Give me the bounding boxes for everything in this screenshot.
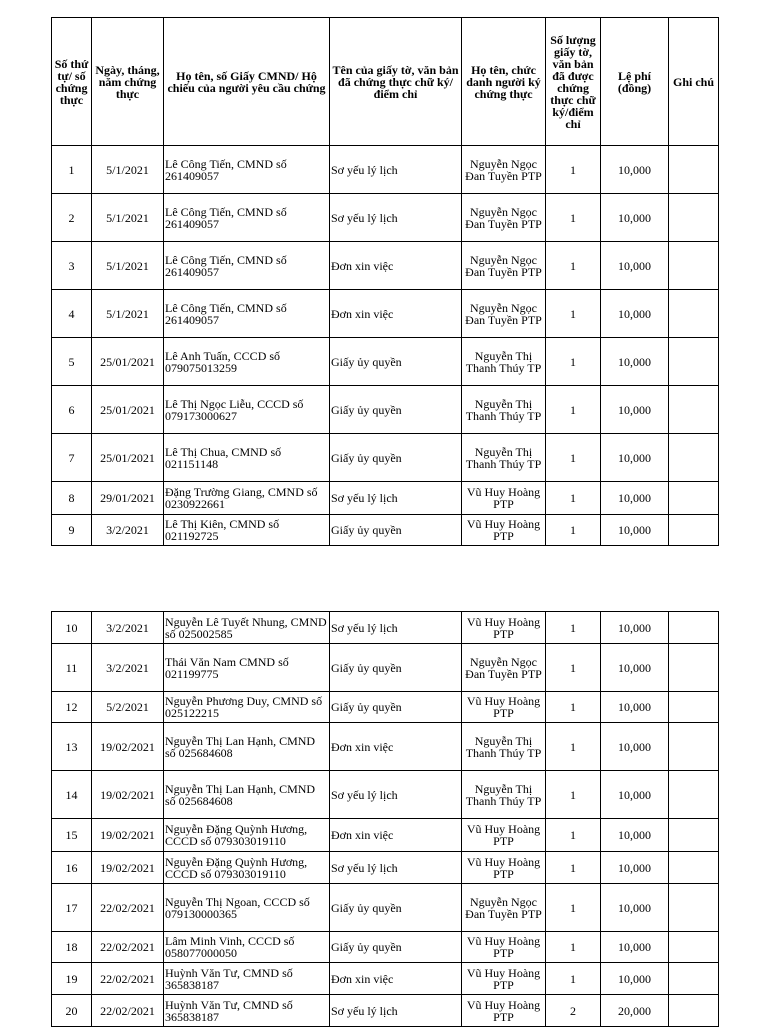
cell-serial-number: 12	[52, 692, 92, 723]
cell-document-name: Đơn xin việc	[330, 963, 462, 995]
table-row	[52, 723, 719, 771]
cell-date: 22/02/2021	[92, 963, 164, 995]
cell-fee: 10,000	[601, 515, 669, 546]
cell-document-name: Đơn xin việc	[330, 723, 462, 771]
cell-requester: Lê Anh Tuấn, CCCD số 079075013259	[164, 338, 330, 386]
cell-fee: 10,000	[601, 932, 669, 963]
cell-quantity: 1	[546, 771, 601, 819]
table-row	[52, 963, 719, 995]
cell-note	[669, 995, 719, 1027]
cell-quantity: 1	[546, 338, 601, 386]
cell-date: 22/02/2021	[92, 932, 164, 963]
cell-serial-number: 13	[52, 723, 92, 771]
cell-signer: Vũ Huy Hoàng PTP	[462, 932, 546, 963]
cell-note	[669, 771, 719, 819]
cell-signer: Vũ Huy Hoàng PTP	[462, 482, 546, 515]
cell-quantity: 1	[546, 242, 601, 290]
cell-note	[669, 852, 719, 884]
cell-note	[669, 482, 719, 515]
cell-fee: 10,000	[601, 290, 669, 338]
cell-document-name: Giấy ủy quyền	[330, 338, 462, 386]
cell-signer: Nguyễn Ngọc Đan Tuyền PTP	[462, 644, 546, 692]
cell-serial-number: 7	[52, 434, 92, 482]
header-signer: Họ tên, chức danh người ký chứng thực	[462, 18, 546, 146]
cell-note	[669, 242, 719, 290]
cell-date: 5/1/2021	[92, 194, 164, 242]
cell-note	[669, 884, 719, 932]
cell-signer: Nguyễn Ngọc Đan Tuyền PTP	[462, 290, 546, 338]
cell-signer: Nguyễn Ngọc Đan Tuyền PTP	[462, 146, 546, 194]
cell-serial-number: 2	[52, 194, 92, 242]
cell-requester: Nguyễn Lê Tuyết Nhung, CMND số 025002585	[164, 612, 330, 644]
cell-fee: 10,000	[601, 242, 669, 290]
cell-note	[669, 515, 719, 546]
cell-fee: 10,000	[601, 852, 669, 884]
cell-serial-number: 18	[52, 932, 92, 963]
cell-note	[669, 819, 719, 852]
cell-signer: Nguyễn Ngọc Đan Tuyền PTP	[462, 242, 546, 290]
cell-requester: Đặng Trường Giang, CMND số 0230922661	[164, 482, 330, 515]
cell-signer: Vũ Huy Hoàng PTP	[462, 515, 546, 546]
cell-fee: 10,000	[601, 434, 669, 482]
cell-quantity: 1	[546, 482, 601, 515]
cell-date: 3/2/2021	[92, 612, 164, 644]
cell-signer: Vũ Huy Hoàng PTP	[462, 692, 546, 723]
cell-signer: Nguyễn Ngọc Đan Tuyền PTP	[462, 884, 546, 932]
table-row	[52, 612, 719, 644]
cell-quantity: 1	[546, 819, 601, 852]
cell-signer: Nguyễn Ngọc Đan Tuyền PTP	[462, 194, 546, 242]
cell-signer: Nguyễn Thị Thanh Thúy TP	[462, 434, 546, 482]
cell-signer: Nguyễn Thị Thanh Thúy TP	[462, 338, 546, 386]
cell-signer: Vũ Huy Hoàng PTP	[462, 995, 546, 1027]
cell-serial-number: 5	[52, 338, 92, 386]
cell-serial-number: 9	[52, 515, 92, 546]
cell-date: 5/1/2021	[92, 242, 164, 290]
cell-quantity: 1	[546, 612, 601, 644]
table-row	[52, 995, 719, 1027]
cell-requester: Lê Công Tiến, CMND số 261409057	[164, 146, 330, 194]
cell-fee: 10,000	[601, 771, 669, 819]
cell-requester: Lâm Minh Vinh, CCCD số 058077000050	[164, 932, 330, 963]
table-row	[52, 852, 719, 884]
cell-date: 5/1/2021	[92, 146, 164, 194]
table-row	[52, 515, 719, 546]
header-note: Ghi chú	[669, 18, 719, 146]
cell-note	[669, 194, 719, 242]
cell-date: 3/2/2021	[92, 515, 164, 546]
cell-note	[669, 932, 719, 963]
cell-serial-number: 11	[52, 644, 92, 692]
table-body-part-1	[52, 146, 719, 546]
cell-document-name: Sơ yếu lý lịch	[330, 612, 462, 644]
cell-quantity: 1	[546, 852, 601, 884]
cell-date: 25/01/2021	[92, 338, 164, 386]
table-row	[52, 194, 719, 242]
cell-quantity: 1	[546, 932, 601, 963]
cell-serial-number: 1	[52, 146, 92, 194]
header-quantity: Số lượng giấy tờ, văn bản đã được chứng thực chữ ký/điểm chỉ	[546, 18, 601, 146]
cell-fee: 10,000	[601, 338, 669, 386]
table-row	[52, 819, 719, 852]
cell-document-name: Sơ yếu lý lịch	[330, 146, 462, 194]
cell-quantity: 1	[546, 434, 601, 482]
cell-note	[669, 692, 719, 723]
cell-quantity: 1	[546, 884, 601, 932]
cell-quantity: 1	[546, 386, 601, 434]
cell-document-name: Đơn xin việc	[330, 242, 462, 290]
header-date: Ngày, tháng, năm chứng thực	[92, 18, 164, 146]
cell-requester: Lê Thị Chua, CMND số 021151148	[164, 434, 330, 482]
table-row	[52, 692, 719, 723]
cell-quantity: 1	[546, 963, 601, 995]
cell-document-name: Sơ yếu lý lịch	[330, 771, 462, 819]
cell-document-name: Giấy ủy quyền	[330, 884, 462, 932]
cell-note	[669, 386, 719, 434]
cell-requester: Huỳnh Văn Tư, CMND số 365838187	[164, 963, 330, 995]
cell-document-name: Sơ yếu lý lịch	[330, 194, 462, 242]
cell-date: 3/2/2021	[92, 644, 164, 692]
cell-requester: Lê Công Tiến, CMND số 261409057	[164, 242, 330, 290]
cell-signer: Nguyễn Thị Thanh Thúy TP	[462, 723, 546, 771]
cell-fee: 10,000	[601, 612, 669, 644]
cell-quantity: 2	[546, 995, 601, 1027]
cell-document-name: Giấy ủy quyền	[330, 434, 462, 482]
cell-fee: 10,000	[601, 819, 669, 852]
cell-requester: Nguyễn Đặng Quỳnh Hương, CCCD số 079303019110	[164, 852, 330, 884]
cell-note	[669, 723, 719, 771]
cell-serial-number: 14	[52, 771, 92, 819]
cell-serial-number: 3	[52, 242, 92, 290]
cell-date: 22/02/2021	[92, 884, 164, 932]
register-table-part-2	[51, 611, 719, 1027]
cell-signer: Vũ Huy Hoàng PTP	[462, 612, 546, 644]
cell-date: 19/02/2021	[92, 723, 164, 771]
cell-serial-number: 16	[52, 852, 92, 884]
header-fee: Lệ phí (đồng)	[601, 18, 669, 146]
cell-document-name: Sơ yếu lý lịch	[330, 995, 462, 1027]
table-row	[52, 338, 719, 386]
cell-signer: Vũ Huy Hoàng PTP	[462, 819, 546, 852]
cell-date: 5/1/2021	[92, 290, 164, 338]
cell-date: 19/02/2021	[92, 819, 164, 852]
cell-date: 25/01/2021	[92, 386, 164, 434]
cell-date: 25/01/2021	[92, 434, 164, 482]
table-row	[52, 386, 719, 434]
cell-document-name: Giấy ủy quyền	[330, 692, 462, 723]
cell-serial-number: 20	[52, 995, 92, 1027]
cell-date: 29/01/2021	[92, 482, 164, 515]
cell-requester: Nguyễn Thị Ngoan, CCCD số 079130000365	[164, 884, 330, 932]
cell-quantity: 1	[546, 146, 601, 194]
table-row	[52, 290, 719, 338]
cell-document-name: Đơn xin việc	[330, 290, 462, 338]
table-row	[52, 884, 719, 932]
cell-requester: Nguyễn Thị Lan Hạnh, CMND số 025684608	[164, 723, 330, 771]
cell-date: 22/02/2021	[92, 995, 164, 1027]
header-serial-number: Số thứ tự/ số chứng thực	[52, 18, 92, 146]
cell-requester: Nguyễn Phương Duy, CMND số 025122215	[164, 692, 330, 723]
cell-date: 5/2/2021	[92, 692, 164, 723]
table-row	[52, 771, 719, 819]
cell-serial-number: 15	[52, 819, 92, 852]
cell-serial-number: 4	[52, 290, 92, 338]
cell-fee: 10,000	[601, 963, 669, 995]
header-requester: Họ tên, số Giấy CMND/ Hộ chiếu của người yêu cầu chứng	[164, 18, 330, 146]
cell-fee: 10,000	[601, 194, 669, 242]
table-row	[52, 146, 719, 194]
cell-fee: 10,000	[601, 386, 669, 434]
cell-document-name: Giấy ủy quyền	[330, 644, 462, 692]
cell-document-name: Giấy ủy quyền	[330, 386, 462, 434]
register-table-part-1	[51, 17, 719, 546]
cell-note	[669, 612, 719, 644]
table-row	[52, 242, 719, 290]
cell-serial-number: 17	[52, 884, 92, 932]
cell-fee: 10,000	[601, 482, 669, 515]
cell-fee: 10,000	[601, 884, 669, 932]
cell-document-name: Sơ yếu lý lịch	[330, 852, 462, 884]
cell-fee: 20,000	[601, 995, 669, 1027]
cell-note	[669, 146, 719, 194]
cell-serial-number: 19	[52, 963, 92, 995]
cell-serial-number: 6	[52, 386, 92, 434]
header-document-name: Tên của giấy tờ, văn bản đã chứng thực chữ ký/điểm chỉ	[330, 18, 462, 146]
cell-signer: Nguyễn Thị Thanh Thúy TP	[462, 386, 546, 434]
cell-date: 19/02/2021	[92, 852, 164, 884]
table-row	[52, 482, 719, 515]
cell-requester: Lê Thị Ngọc Liễu, CCCD số 079173000627	[164, 386, 330, 434]
cell-date: 19/02/2021	[92, 771, 164, 819]
cell-requester: Nguyễn Thị Lan Hạnh, CMND số 025684608	[164, 771, 330, 819]
cell-note	[669, 963, 719, 995]
cell-note	[669, 338, 719, 386]
cell-document-name: Giấy ủy quyền	[330, 515, 462, 546]
cell-quantity: 1	[546, 290, 601, 338]
table-row	[52, 434, 719, 482]
cell-quantity: 1	[546, 692, 601, 723]
cell-requester: Lê Công Tiến, CMND số 261409057	[164, 194, 330, 242]
cell-fee: 10,000	[601, 644, 669, 692]
cell-requester: Nguyễn Đặng Quỳnh Hương, CCCD số 079303019110	[164, 819, 330, 852]
cell-fee: 10,000	[601, 146, 669, 194]
cell-fee: 10,000	[601, 692, 669, 723]
table-body-part-2	[52, 612, 719, 1027]
cell-quantity: 1	[546, 515, 601, 546]
cell-signer: Vũ Huy Hoàng PTP	[462, 852, 546, 884]
table-header-row	[52, 18, 719, 146]
cell-document-name: Giấy ủy quyền	[330, 932, 462, 963]
cell-quantity: 1	[546, 194, 601, 242]
cell-requester: Huỳnh Văn Tư, CMND số 365838187	[164, 995, 330, 1027]
cell-note	[669, 290, 719, 338]
cell-document-name: Sơ yếu lý lịch	[330, 482, 462, 515]
cell-serial-number: 8	[52, 482, 92, 515]
cell-signer: Nguyễn Thị Thanh Thúy TP	[462, 771, 546, 819]
cell-fee: 10,000	[601, 723, 669, 771]
cell-note	[669, 434, 719, 482]
cell-document-name: Đơn xin việc	[330, 819, 462, 852]
cell-quantity: 1	[546, 644, 601, 692]
cell-signer: Vũ Huy Hoàng PTP	[462, 963, 546, 995]
cell-quantity: 1	[546, 723, 601, 771]
cell-requester: Thái Văn Nam CMND số 021199775	[164, 644, 330, 692]
cell-requester: Lê Công Tiến, CMND số 261409057	[164, 290, 330, 338]
table-row	[52, 644, 719, 692]
cell-serial-number: 10	[52, 612, 92, 644]
cell-note	[669, 644, 719, 692]
cell-requester: Lê Thị Kiên, CMND số 021192725	[164, 515, 330, 546]
table-row	[52, 932, 719, 963]
